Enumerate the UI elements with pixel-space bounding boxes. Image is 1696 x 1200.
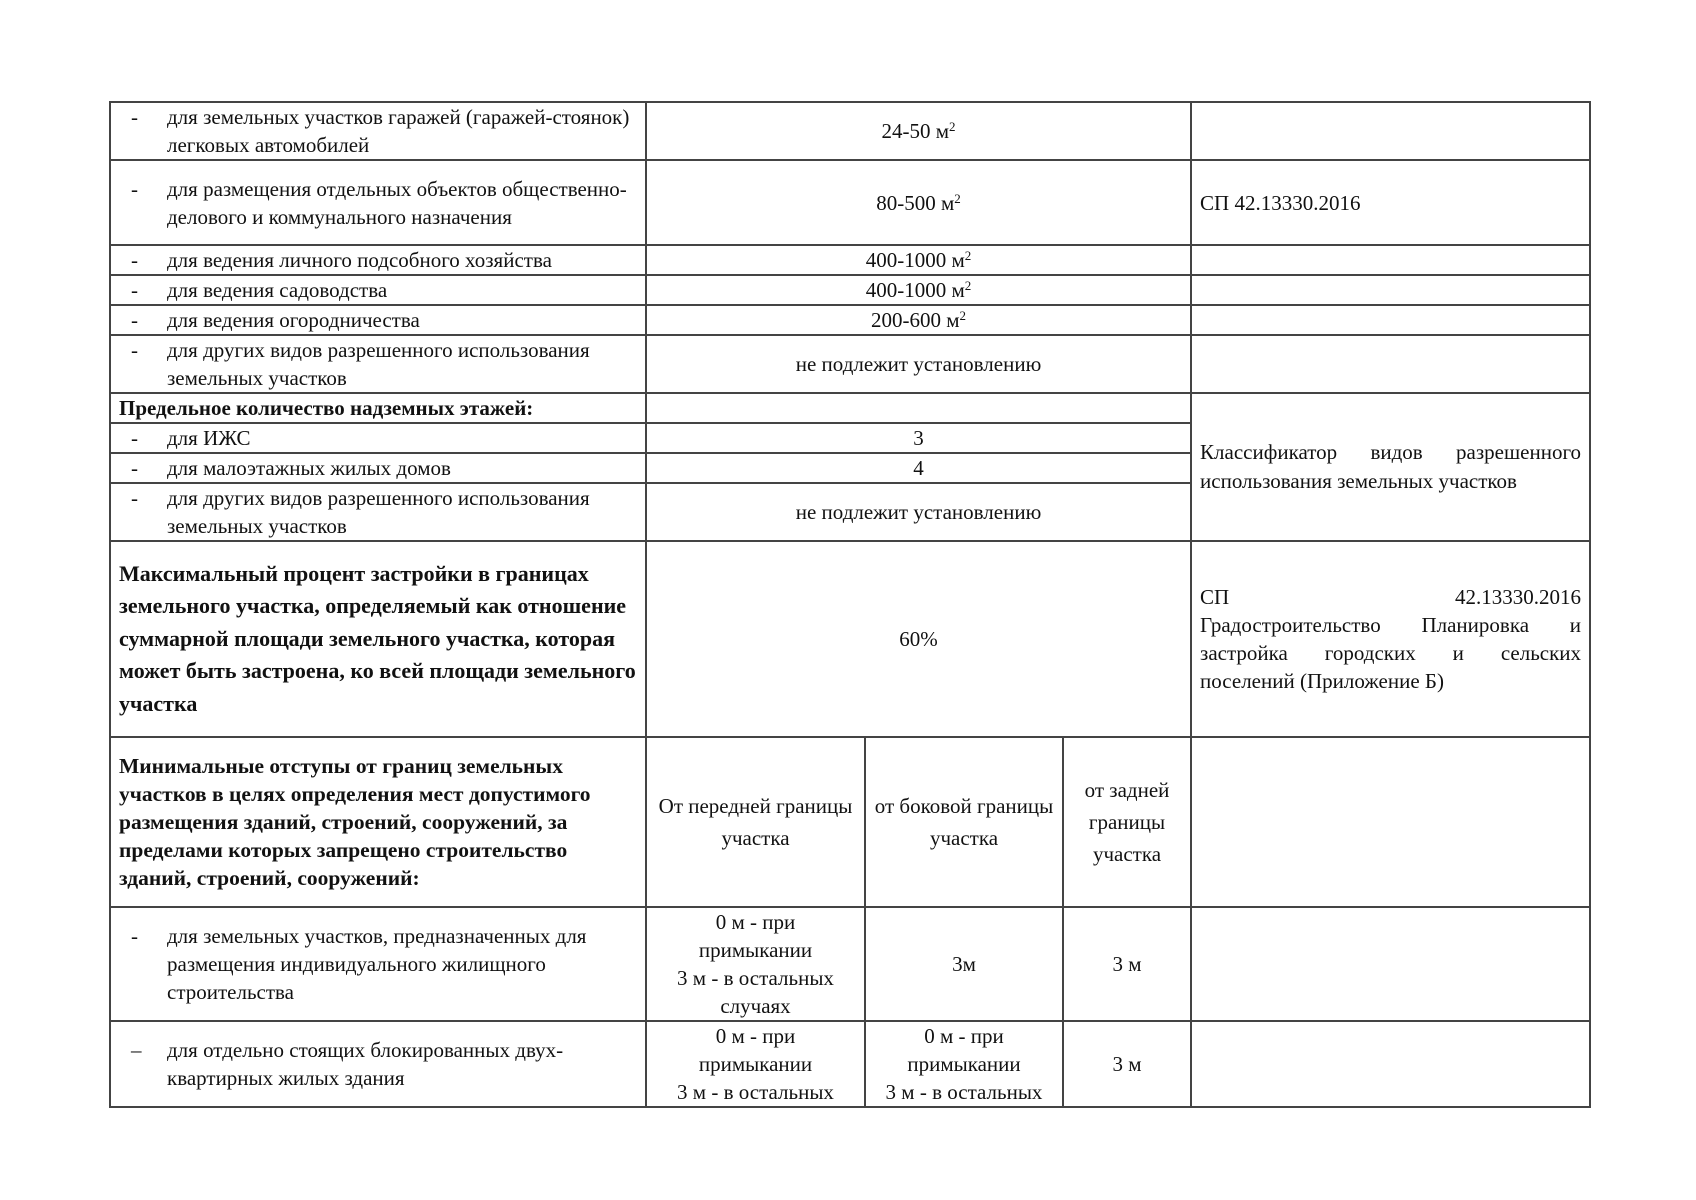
note-empty [1191, 305, 1590, 335]
list-dash: - [131, 278, 138, 302]
note-empty [1191, 737, 1590, 907]
table-row [110, 541, 1590, 737]
setbacks-izhs-side: 3м [865, 907, 1063, 1021]
note-code-left: СП [1200, 585, 1230, 609]
setbacks-blocked-front: 0 м - при примыкании 3 м - в остальных [646, 1021, 865, 1107]
table-row [110, 305, 1590, 335]
value-vegetable: 200-600 $м^2$ [646, 305, 1191, 335]
note-public: СП 42.13330.2016 [1191, 160, 1590, 245]
value-other-floors: не подлежит установлению [646, 483, 1191, 541]
value-lowrise: 4 [646, 453, 1191, 483]
row-label-garages [110, 102, 646, 160]
list-dash: - [131, 248, 138, 272]
label-text: для отдельно стоящих блокированных двух- квартирных жилых здания [167, 1038, 564, 1090]
coverage-value: 60% [646, 541, 1191, 737]
list-dash: - [131, 308, 138, 332]
floors-header-label: Предельное количество надземных этажей: [110, 393, 646, 423]
table-row [110, 335, 1590, 393]
label-text: для ИЖС [167, 426, 251, 450]
value-garden: 400-1000 $м^2$ [646, 275, 1191, 305]
row-label-lph [110, 245, 646, 275]
note-garages [1191, 102, 1590, 160]
setbacks-izhs-label [110, 907, 646, 1021]
note-empty [1191, 335, 1590, 393]
row-label-other-floors [110, 483, 646, 541]
list-dash: – [131, 1038, 142, 1062]
label-text: для малоэтажных жилых домов [167, 456, 451, 480]
value-public: 80-500 $м^2$ [646, 160, 1191, 245]
note-classifier: Классификатор видов разрешенного использования земельных участков [1191, 393, 1590, 541]
regulations-table [109, 101, 1591, 1108]
label-text: для других видов разрешенного использования земельных участков [167, 338, 590, 390]
list-dash: - [131, 924, 138, 948]
row-label-izhs [110, 423, 646, 453]
label-text: для ведения садоводства [167, 278, 388, 302]
row-label-vegetable [110, 305, 646, 335]
list-dash: - [131, 338, 138, 362]
note-empty [1191, 1021, 1590, 1107]
row-label-public [110, 160, 646, 245]
row-label-other-area [110, 335, 646, 393]
table-row [110, 737, 1590, 907]
setbacks-izhs-front: 0 м - при примыкании 3 м - в остальных случаях [646, 907, 865, 1021]
list-dash: - [131, 456, 138, 480]
note-empty [1191, 245, 1590, 275]
label-text: для других видов разрешенного использования земельных участков [167, 486, 590, 538]
setbacks-blocked-label [110, 1021, 646, 1107]
table-row [110, 160, 1590, 245]
table-row [110, 393, 1590, 423]
table-row [110, 1021, 1590, 1107]
setbacks-blocked-side: 0 м - при примыкании 3 м - в остальных [865, 1021, 1063, 1107]
value-izhs: 3 [646, 423, 1191, 453]
setback-front-header: От передней границы участка [646, 737, 865, 907]
row-label-lowrise [110, 453, 646, 483]
value-lph: 400-1000 $м^2$ [646, 245, 1191, 275]
label-text: для ведения личного подсобного хозяйства [167, 248, 552, 272]
list-dash: - [131, 105, 138, 129]
setback-side-header: от боковой границы участка [865, 737, 1063, 907]
list-dash: - [131, 176, 138, 201]
list-dash: - [131, 426, 138, 450]
value-other-area: не подлежит установлению [646, 335, 1191, 393]
note-empty [1191, 907, 1590, 1021]
table-row [110, 102, 1590, 160]
row-label-garden [110, 275, 646, 305]
table-row [110, 275, 1590, 305]
coverage-note [1191, 541, 1590, 737]
label-text: для земельных участков гаражей (гаражей-стоянок) легковых автомобилей [167, 105, 630, 157]
label-text: для земельных участков, предназначенных для размещения индивидуального жилищного строительства [167, 924, 587, 1004]
setbacks-izhs-rear: 3 м [1063, 907, 1191, 1021]
note-rest: Градостроительство Планировка и застройка городских и сельских поселений (Приложение Б) [1200, 613, 1582, 693]
label-text: для размещения отдельных объектов общественно-делового и коммунального назначения [167, 176, 627, 229]
value-empty [646, 393, 1191, 423]
setback-rear-header: от задней границы участка [1063, 737, 1191, 907]
list-dash: - [131, 486, 138, 510]
note-empty [1191, 275, 1590, 305]
setbacks-blocked-rear: 3 м [1063, 1021, 1191, 1107]
setbacks-header-label: Минимальные отступы от границ земельных участков в целях определения мест допустимого размещения зданий, строений, сооружений, за пределами которых запрещено строительство зданий, строений, сооружений: [110, 737, 646, 907]
table-row [110, 907, 1590, 1021]
label-text: для ведения огородничества [167, 308, 420, 332]
coverage-label: Максимальный процент застройки в границах земельного участка, определяемый как отношение суммарной площади земельного участка, которая может быть застроена, ко всей площади земельного участка [110, 541, 646, 737]
note-code-right: 42.13330.2016 [1455, 585, 1582, 609]
table-row [110, 245, 1590, 275]
value-garages: 24-50 $м^2$ [646, 102, 1191, 160]
